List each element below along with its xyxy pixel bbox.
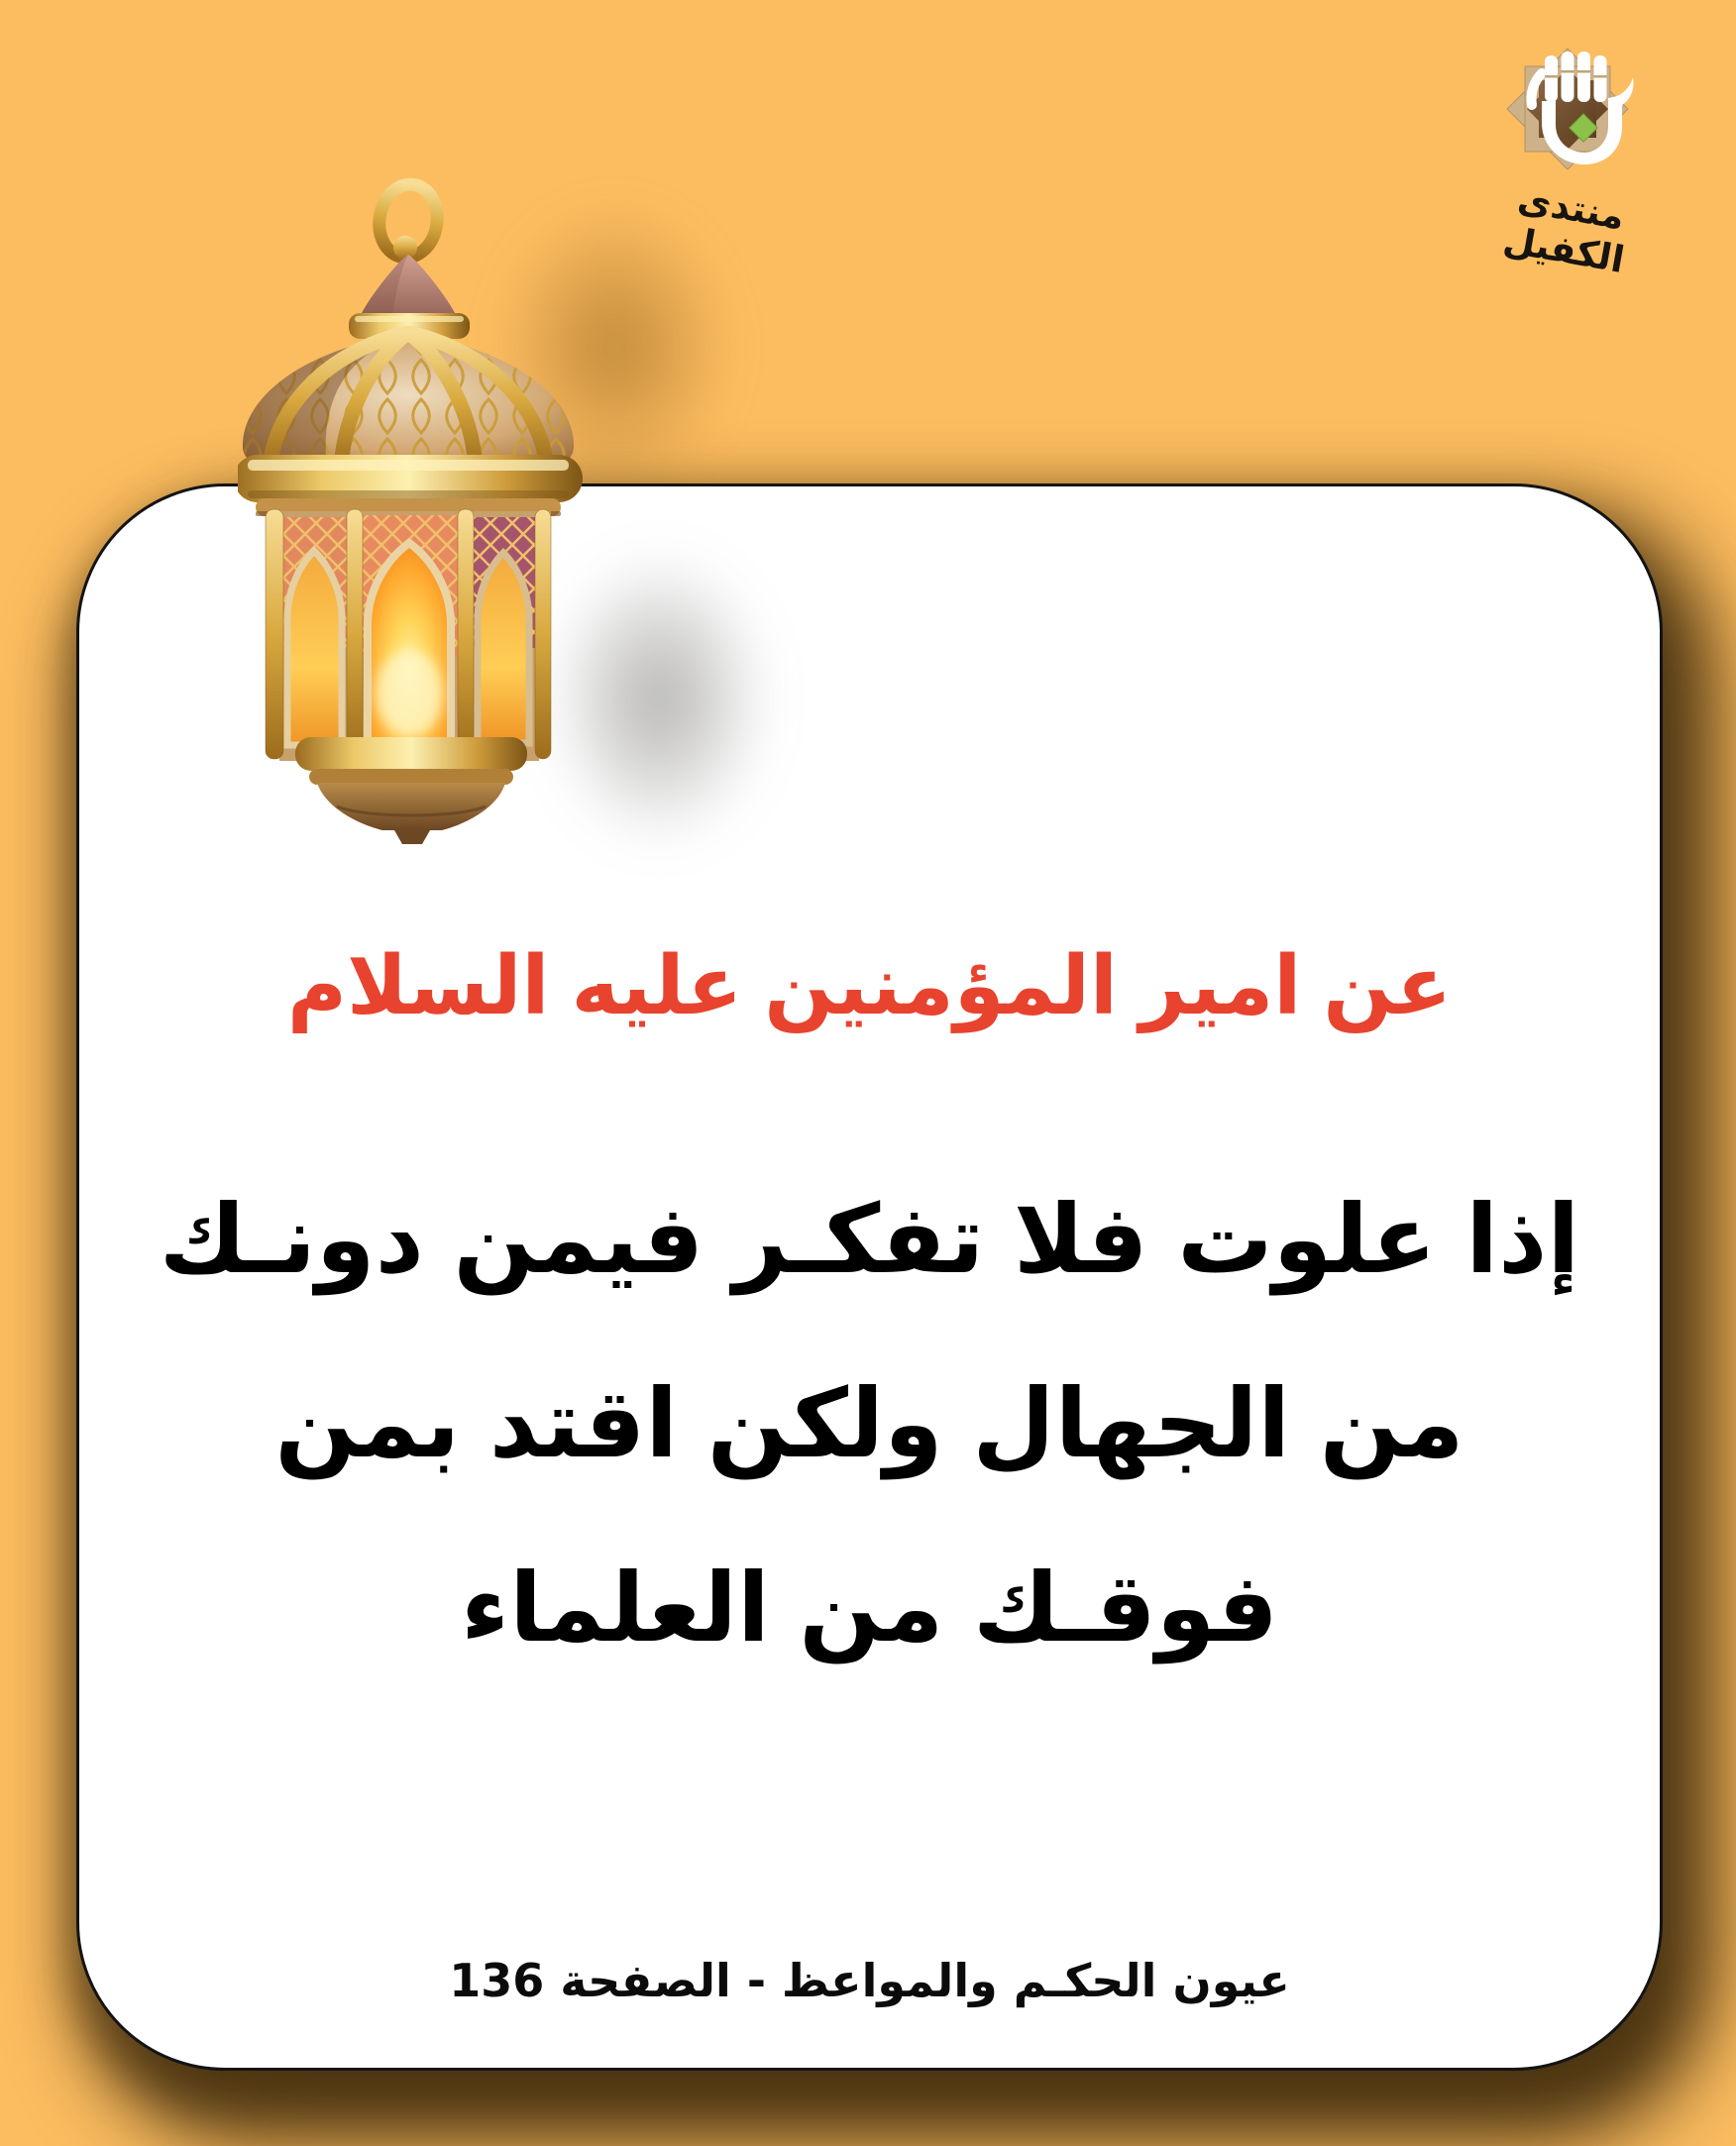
- quote-line-3: فوقـك من العلماء: [461, 1553, 1278, 1663]
- narrator-heading: عن امير المؤمنين عليه السلام: [286, 939, 1453, 1033]
- ramadan-lantern-icon: [238, 119, 585, 852]
- kafeel-forum-logo: [1468, 34, 1667, 282]
- quote-text: [76, 1147, 1663, 1700]
- quote-line-2: من الجهال ولكن اقتد بمن: [274, 1368, 1465, 1479]
- source-citation: عيون الحكـم والمواعظ - الصفحة 136: [449, 1954, 1290, 2007]
- kafeel-hand-emblem-icon: [1482, 34, 1653, 184]
- quote-line-1: إذا علوت فلا تفكـر فيمن دونـك: [159, 1184, 1580, 1295]
- kafeel-forum-wordmark: منتدى الكفيل: [1500, 177, 1628, 282]
